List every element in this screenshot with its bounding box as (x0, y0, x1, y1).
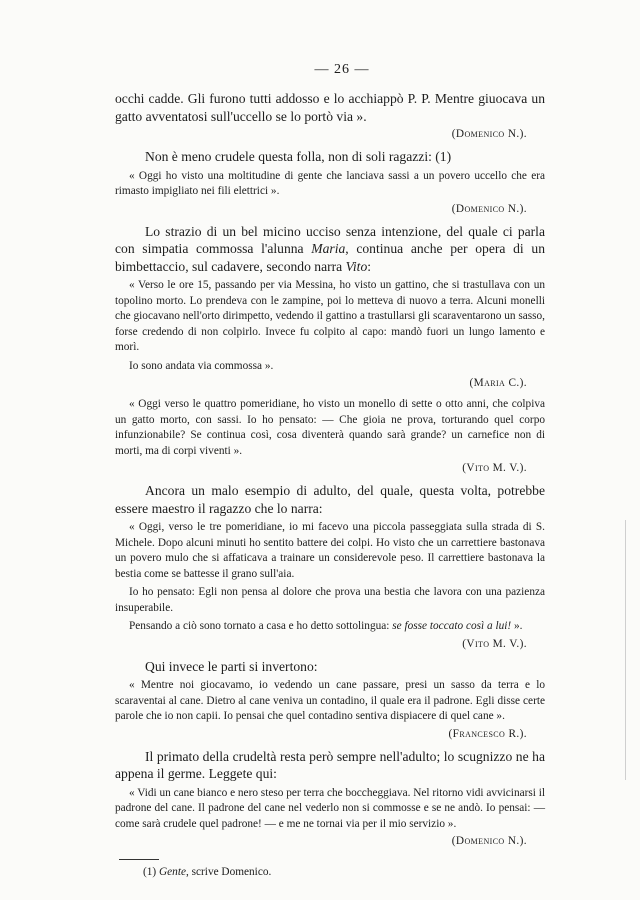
body-paragraph: occhi cadde. Gli furono tutti addosso e lo acchiappò P. P. Mentre giuocava un gatto avventatosi sull'uccello se lo portò via ». (115, 91, 545, 124)
author-signature: (Vito M. V.). (462, 637, 527, 650)
footnote: (1) Gente, scrive Domenico. (143, 866, 272, 878)
student-quote: « Oggi, verso le tre pomeridiane, io mi facevo una piccola passeggiata sulla strada di S. Michele. Dopo alcuni minuti ho sentito battere dei colpi. Ho visto che un carrettiere bastonava un povero mulo che si affaticava a trainare un considerevole peso. Il carrettiere bastonava la bestia come se battesse il grano sull'aia. (115, 521, 545, 580)
page-number: — 26 — (314, 62, 370, 77)
student-quote: « Oggi verso le quattro pomeridiane, ho visto un monello di sette o otto anni, che colpiva un gatto morto, con sassi. Io ho pensato: — Che gioia ne prova, torturando quel corpo infunzionabile? Se continua così, cosa diventerà quando sarà grande? un carnefice non di morti, ma di corpi viventi ». (115, 398, 545, 457)
student-quote: Pensando a ciò sono tornato a casa e ho detto sottolingua: se fosse toccato così a lui! ». (129, 620, 523, 632)
author-signature: (Vito M. V.). (462, 462, 527, 474)
body-paragraph: Ancora un malo esempio di adulto, del quale, questa volta, potrebbe essere maestro il ragazzo che lo narra: (115, 483, 545, 516)
body-paragraph: Il primato della crudeltà resta però sempre nell'adulto; lo scugnizzo ne ha appena il germe. Leggete qui: (115, 748, 545, 781)
footnote-divider (119, 859, 159, 860)
author-signature: (Maria C.). (469, 377, 527, 389)
student-quote: « Oggi ho visto una moltitudine di gente che lanciava sassi a un povero uccello che era rimasto impigliato nei fili elettrici ». (115, 169, 545, 197)
page-edge-line (625, 520, 626, 780)
student-quote: Io sono andata via commossa ». (129, 359, 274, 372)
page-content (115, 90, 545, 849)
student-quote: « Mentre noi giocavamo, io vedendo un cane passare, presi un sasso da terra e lo scaraventai al cane. Dietro al cane veniva un contadino, il quale era il padrone. Egli disse certe parole che io non capii. Io pensai che quel contadino sentiva dispiacere di quel cane ». (115, 679, 545, 722)
student-quote: « Verso le ore 15, passando per via Messina, ho visto un gattino, che si trastullava con un topolino morto. Lo prendeva con le zampine, poi lo metteva di nuovo a terra. Alcuni monelli che giocavano nell'orto dirimpetto, vedendo il gattino a trastullarsi gli scaraventarono un sasso, forse credendo di non colpirlo. Invece fu colpito al capo: mandò fuori un lungo lamento e morì. (115, 279, 545, 353)
author-signature: (Domenico N.). (451, 835, 527, 847)
student-quote: Io ho pensato: Egli non pensa al dolore che prova una bestia che lavora con una pazienza insuperabile. (115, 586, 545, 614)
author-signature: (Domenico N.). (451, 128, 527, 140)
body-paragraph: Non è meno crudele questa folla, non di soli ragazzi: (1) (145, 149, 452, 164)
document-page (115, 62, 545, 878)
author-signature: (Domenico N.). (451, 202, 527, 215)
author-signature: (Francesco R.). (448, 727, 527, 740)
student-quote: « Vidi un cane bianco e nero steso per terra che boccheggiava. Nel ritorno vidi avvicinarsi il padrone del cane. Il padrone del cane nel vederlo non si commosse e se ne andò. Io pensai: — come sarà crudele quel padrone! — e me ne tornai via per il mio servizio ». (115, 786, 546, 830)
body-paragraph: Lo strazio di un bel micino ucciso senza intenzione, del quale ci parla con simpatia commossa l'alunna Maria, continua anche per opera di un bimbettaccio, sul cadavere, secondo narra Vito: (115, 223, 545, 274)
body-paragraph: Qui invece le parti si invertono: (145, 658, 318, 674)
